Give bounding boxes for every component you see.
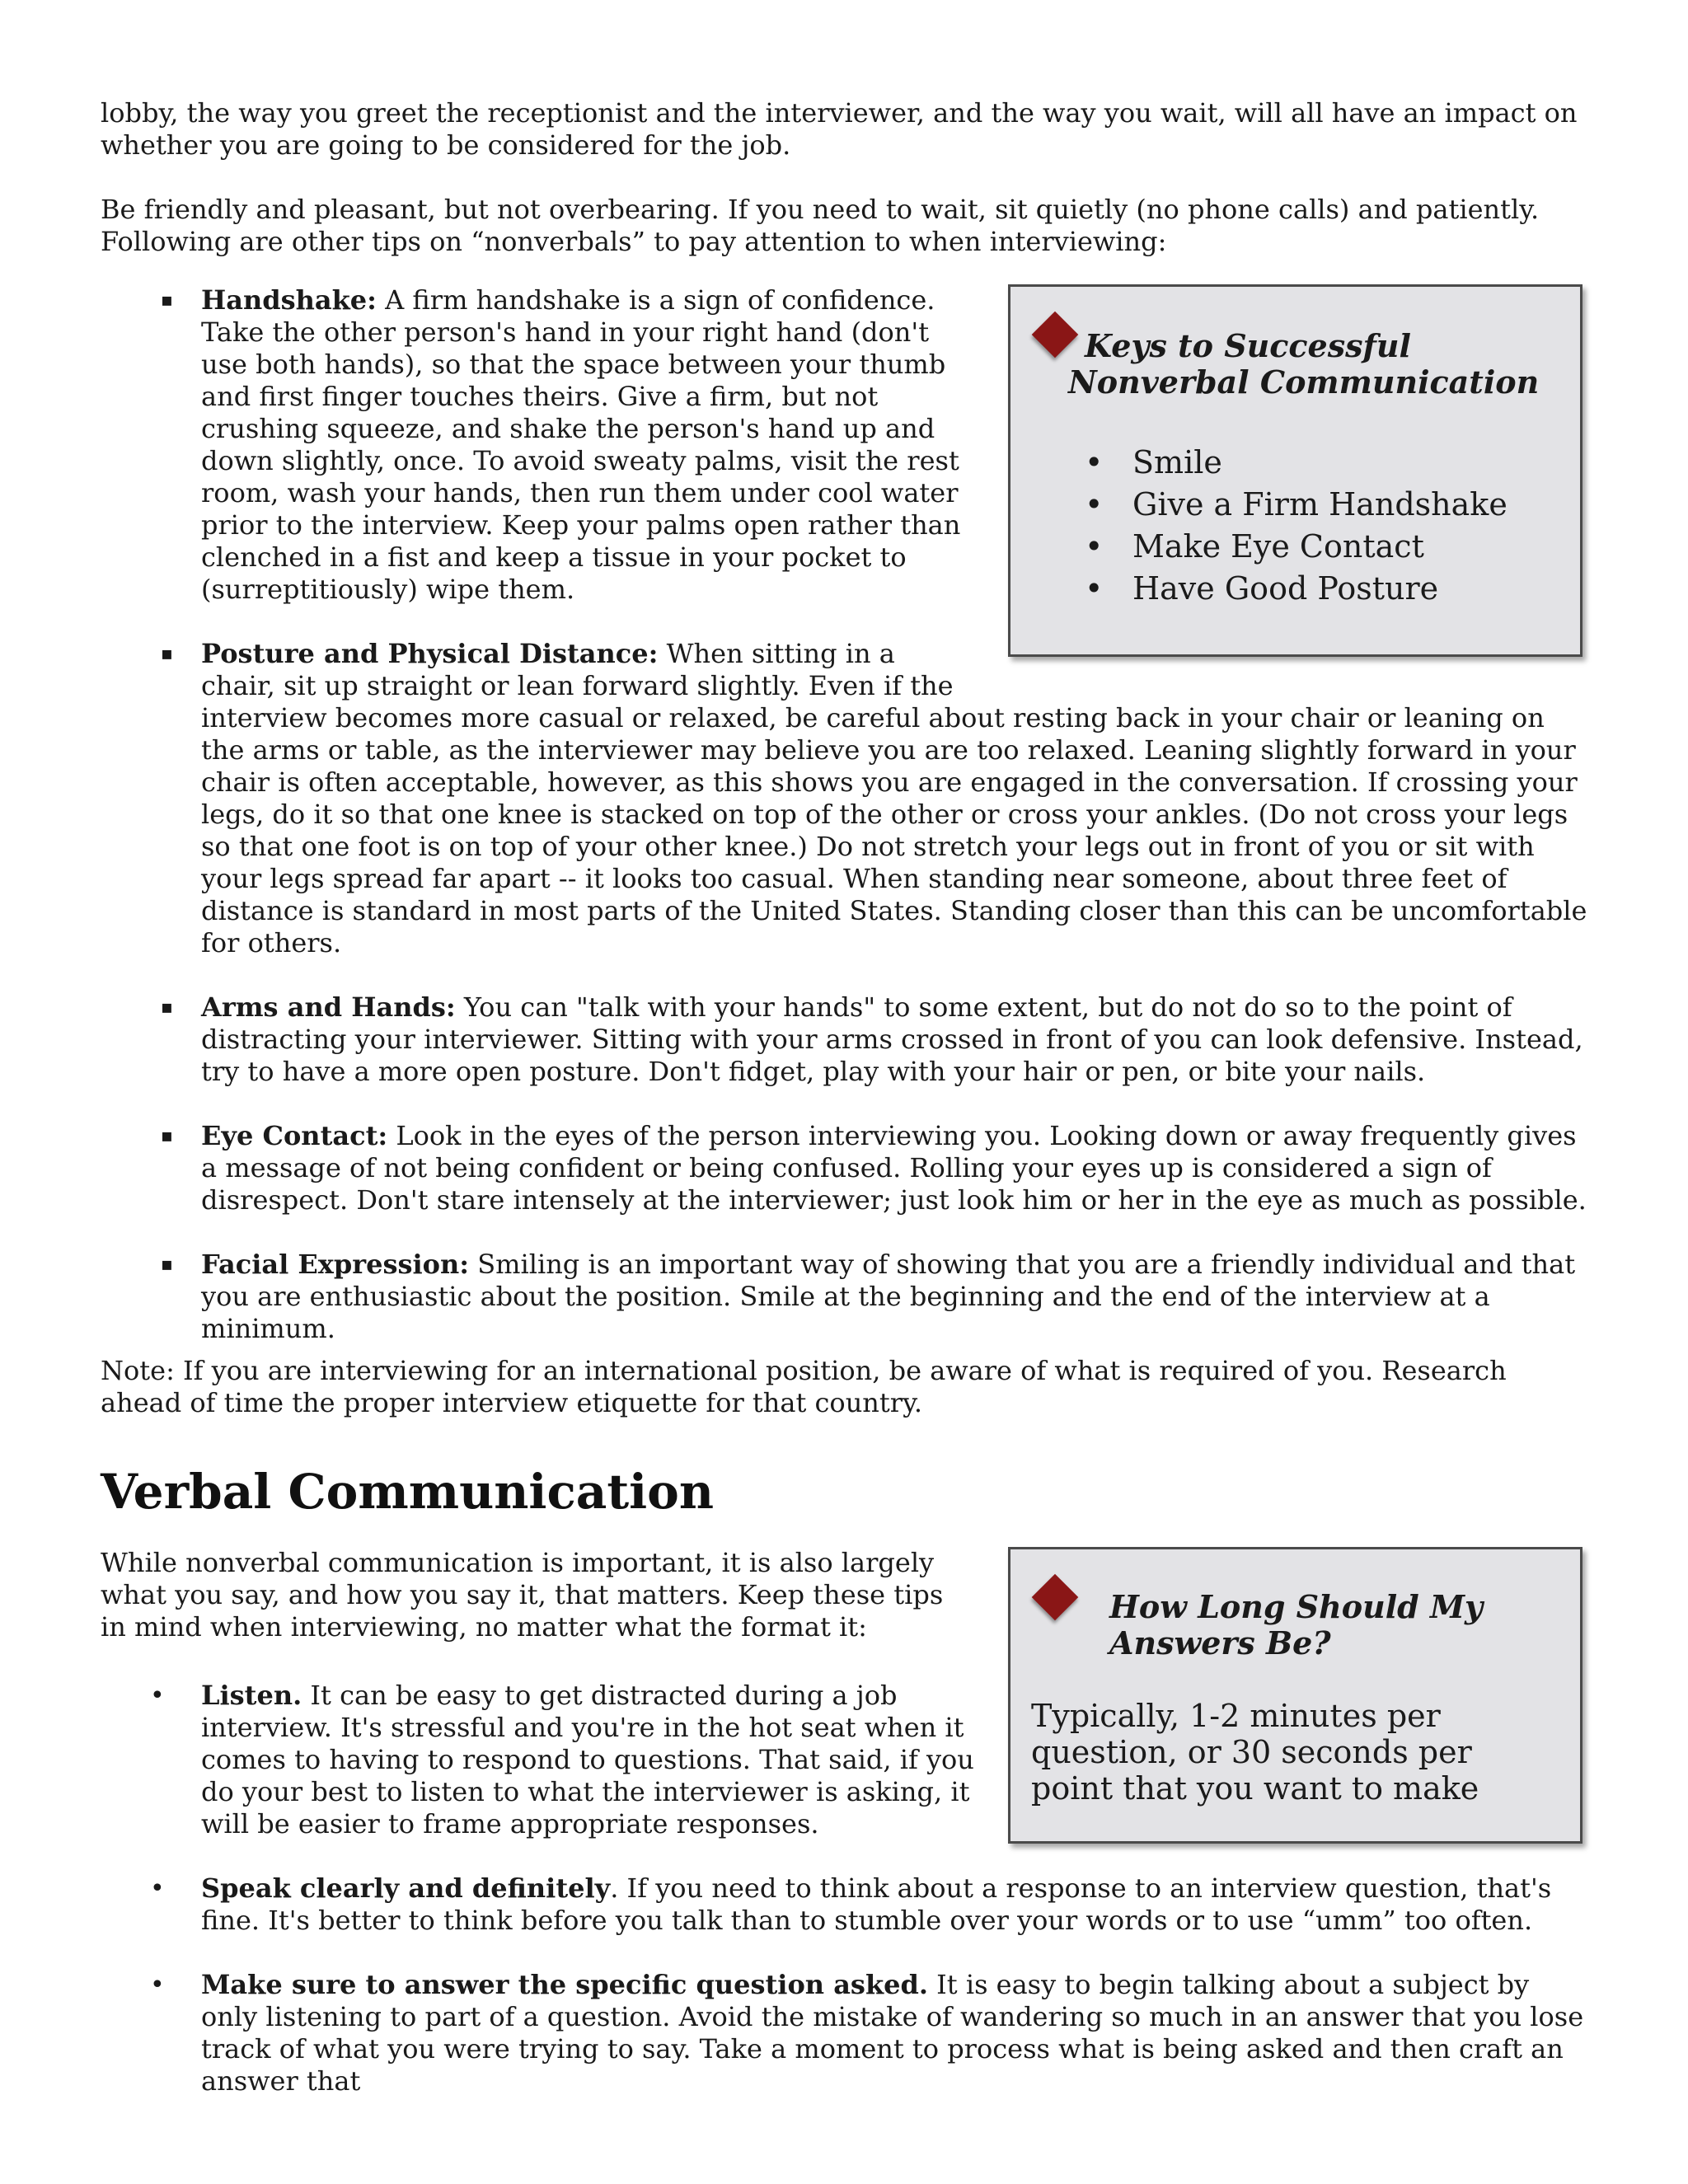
- tip-text: It is easy to begin talking about a subject by only listening to part of a question. Avoid the mistake of wandering so much in an answer that you lose track of what you were trying to say. Take a moment to process what is being asked and then craft an answer that: [201, 1969, 1584, 2097]
- verbal-tips-list: [101, 1680, 1592, 2097]
- answer-box-body: Typically, 1-2 minutes per question, or 30 seconds per point that you want to make: [1031, 1698, 1479, 1807]
- tip-handshake: [101, 284, 1592, 606]
- tip-text: . If you need to think about a response to an interview question, that's fine. It's better to think before you talk than to stumble over your words or to use “umm” too often.: [201, 1872, 1552, 1936]
- tip-facial-expression: [101, 1249, 1592, 1345]
- list-item: • Make Eye Contact: [1085, 526, 1555, 568]
- bullet-icon: •: [150, 1971, 165, 1999]
- tip-label: Posture and Physical Distance:: [201, 638, 659, 669]
- intro-paragraph-1: lobby, the way you greet the receptionist and the interviewer, and the way you wait, will all have an impact on whether you are going to be considered for the job.: [101, 97, 1578, 161]
- square-bullet-icon: ▪: [161, 1254, 173, 1275]
- tip-label: Speak clearly and definitely: [201, 1872, 611, 1904]
- bullet-icon: •: [1085, 444, 1104, 480]
- tip-label: Handshake:: [201, 284, 377, 316]
- tip-listen: [101, 1680, 1592, 1840]
- nonverbal-box-title: Keys to Successful Nonverbal Communication: [1068, 327, 1540, 401]
- list-item: • Give a Firm Handshake: [1085, 484, 1555, 526]
- section-heading: Verbal Communication: [101, 1464, 715, 1520]
- square-bullet-icon: ▪: [161, 997, 173, 1018]
- square-bullet-icon: ▪: [161, 644, 173, 664]
- tip-text: Look in the eyes of the person interviewing you. Looking down or away frequently gives a message of not being confident or being confused. Rolling your eyes up is considered a sign of disrespect. Don't stare intensely at the interviewer; just look him or her in the eye as much as possible.: [201, 1120, 1587, 1216]
- square-bullet-icon: ▪: [161, 1126, 173, 1146]
- tip-text: A firm handshake is a sign of confidence. Take the other person's hand in your right hand (don't use both hands), so that the space between your thumb and first finger touches theirs. Give a firm, but not crushing squeeze, and shake the person's hand up and down slightly, once. To avoid sweaty palms, visit the rest room, wash your hands, then run them under cool water prior to the interview. Keep your palms open rather than clenched in a fist and keep a tissue in your pocket to (surreptitiously) wipe them.: [201, 284, 961, 605]
- tip-text: When sitting in a chair, sit up straight or lean forward slightly. Even if the interview becomes more casual or relaxed, be careful about resting back in your chair or leaning on the arms or table, as the interviewer may believe you are too relaxed. Leaning slightly forward in your chair is often acceptable, however, as this shows you are engaged in the conversation. If crossing your legs, do it so that one knee is stacked on top of the other or cross your ankles. (Do not cross your legs so that one foot is on top of your other knee.) Do not stretch your legs out in front of you or sit with your legs spread far apart -- it looks too casual. When standing near someone, about three feet of distance is standard in most parts of the United States. Standing closer than this can be uncomfortable for others.: [201, 638, 1587, 958]
- bullet-icon: •: [150, 1681, 165, 1710]
- answer-box-title: How Long Should My Answers Be?: [1109, 1588, 1484, 1661]
- tip-label: Arms and Hands:: [201, 991, 456, 1023]
- document-page: [101, 97, 1592, 2130]
- tip-posture: [101, 638, 1592, 959]
- diamond-icon: [1032, 1574, 1079, 1621]
- bullet-icon: •: [1085, 486, 1104, 523]
- list-item: • Have Good Posture: [1085, 568, 1555, 610]
- nonverbal-tips-list: [101, 284, 1592, 1345]
- bullet-icon: •: [150, 1874, 165, 1903]
- square-bullet-icon: ▪: [161, 290, 173, 311]
- tip-eye-contact: [101, 1120, 1592, 1216]
- bullet-icon: •: [1085, 570, 1104, 607]
- tip-label: Facial Expression:: [201, 1249, 470, 1280]
- tip-label: Eye Contact:: [201, 1120, 388, 1151]
- tip-answer-question: [101, 1969, 1592, 2097]
- tip-text: You can "talk with your hands" to some extent, but do not do so to the point of distracting your interviewer. Sitting with your arms crossed in front of you can look defensive. Instead, try to have a more open posture. Don't fidget, play with your hair or pen, or bite your nails.: [201, 991, 1583, 1087]
- intro-paragraph-2: Be friendly and pleasant, but not overbearing. If you need to wait, sit quietly (no phone calls) and patiently. Following are other tips on “nonverbals” to pay attention to when interviewing:: [101, 194, 1540, 257]
- tip-text: It can be easy to get distracted during a job interview. It's stressful and you're in the hot seat when it comes to having to respond to questions. That said, if you do your best to listen to what the interviewer is asking, it will be easier to frame appropriate responses.: [201, 1680, 974, 1840]
- list-item: • Smile: [1085, 442, 1555, 484]
- note-paragraph: Note: If you are interviewing for an international position, be aware of what is required of you. Research ahead of time the proper interview etiquette for that country.: [101, 1355, 1507, 1418]
- tip-arms-hands: [101, 991, 1592, 1088]
- tip-label: Make sure to answer the specific question asked.: [201, 1969, 928, 2000]
- verbal-intro-paragraph: While nonverbal communication is important, it is also largely what you say, and how you say it, that matters. Keep these tips in mind when interviewing, no matter what the format it:: [101, 1547, 944, 1643]
- tip-text: Smiling is an important way of showing that you are a friendly individual and that you are enthusiastic about the position. Smile at the beginning and the end of the interview at a minimum.: [201, 1249, 1576, 1344]
- bullet-icon: •: [1085, 528, 1104, 565]
- tip-speak-clearly: [101, 1872, 1592, 1937]
- tip-label: Listen.: [201, 1680, 302, 1711]
